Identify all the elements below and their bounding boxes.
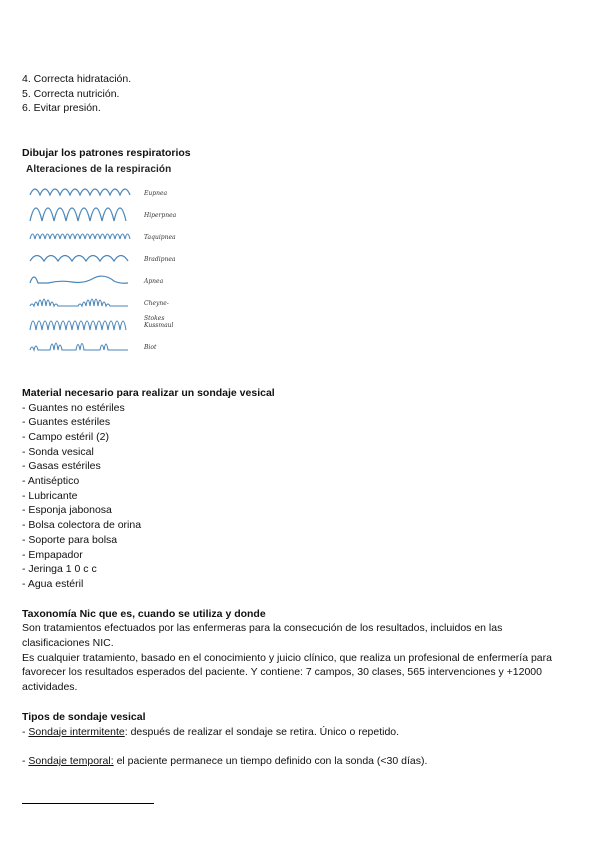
- material-item: - Empapador: [22, 548, 83, 561]
- pattern-label: Apnea: [144, 277, 164, 285]
- material-item: - Jeringa 1 0 c c: [22, 563, 97, 576]
- pattern-label: Bradipnea: [144, 255, 176, 263]
- term-intermitente: Sondaje intermitente: [28, 725, 125, 738]
- material-item: - Soporte para bolsa: [22, 533, 118, 546]
- pattern-label: Taquipnea: [144, 233, 176, 241]
- section-heading-nic: Taxonomía Nic que es, cuando se utiliza y donde: [22, 607, 266, 620]
- footer-divider: [22, 803, 154, 804]
- pattern-label: Kussmaul: [144, 321, 174, 329]
- nic-paragraph-2: Es cualquier tratamiento, basado en el conocimiento y juicio clínico, que realiza un profesional de enfermería para favorecer los resultados esperados del paciente. Y contiene: 7 campos, 30 clases, 565 intervenciones y +12000 actividades.: [22, 651, 552, 694]
- pattern-row-cheyne-stokes: [28, 289, 186, 322]
- pattern-label: Biot: [144, 343, 157, 351]
- nic-paragraph-1: Son tratamientos efectuados por las enfermeras para la consecución de los resultados, incluidos en las clasificaciones NIC.: [22, 622, 503, 650]
- term-description: : después de realizar el sondaje se retira. Único o repetido.: [124, 725, 400, 738]
- apnea-wave: [28, 267, 138, 289]
- figure-title: Alteraciones de la respiración: [26, 163, 172, 175]
- list-item: 4. Correcta hidratación.: [22, 73, 132, 85]
- material-item: - Esponja jabonosa: [22, 504, 112, 517]
- pattern-label: Eupnea: [144, 189, 168, 197]
- pattern-label: Cheyne-Stokes: [144, 299, 169, 322]
- document-page: [22, 72, 562, 769]
- eupnea-wave: [28, 179, 138, 201]
- material-item: - Guantes no estériles: [22, 401, 125, 414]
- list-item: 6. Evitar presión.: [22, 102, 101, 115]
- pattern-row-biot: [28, 333, 186, 355]
- cheyne-stokes-wave: [28, 289, 138, 311]
- pattern-row-eupnea: [28, 179, 186, 201]
- pattern-row-taquipnea: [28, 223, 186, 245]
- material-item: - Campo estéril (2): [22, 430, 109, 443]
- material-item: - Bolsa colectora de orina: [22, 519, 142, 532]
- pattern-label: Hiperpnea: [144, 211, 177, 219]
- pattern-row-kussmaul: [28, 311, 186, 333]
- term-description: el paciente permanece un tiempo definido con la sonda (<30 días).: [113, 755, 428, 768]
- pattern-row-hiperpnea: [28, 201, 186, 223]
- hiperpnea-wave: [28, 201, 138, 223]
- pattern-row-bradipnea: [28, 245, 186, 267]
- material-item: - Agua estéril: [22, 577, 84, 590]
- biot-wave: [28, 333, 138, 355]
- kussmaul-wave: [28, 311, 138, 333]
- material-item: - Gasas estériles: [22, 460, 101, 473]
- term-temporal: Sondaje temporal:: [28, 755, 114, 768]
- pattern-row-apnea: [28, 267, 186, 289]
- section-heading-material: Material necesario para realizar un sondaje vesical: [22, 386, 275, 399]
- list-item: 5. Correcta nutrición.: [22, 87, 120, 100]
- material-item: - Guantes estériles: [22, 416, 111, 429]
- tipo-item-intermitente: [22, 725, 562, 740]
- taquipnea-wave: [28, 223, 138, 245]
- bullet-prefix: -: [22, 725, 29, 738]
- material-item: - Antiséptico: [22, 475, 80, 488]
- respiratory-patterns-figure: [26, 163, 186, 355]
- material-item: - Lubricante: [22, 489, 78, 502]
- bradipnea-wave: [28, 245, 138, 267]
- section-heading-tipos: Tipos de sondaje vesical: [22, 710, 146, 723]
- tipo-item-temporal: [22, 754, 562, 769]
- bullet-prefix: -: [22, 755, 29, 768]
- section-heading-patterns: Dibujar los patrones respiratorios: [22, 147, 191, 160]
- material-item: - Sonda vesical: [22, 445, 94, 458]
